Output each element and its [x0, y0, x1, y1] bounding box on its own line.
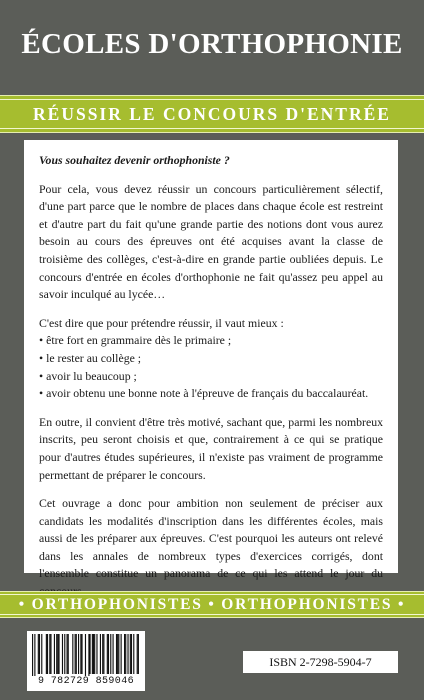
- barcode-bar: [102, 634, 103, 674]
- barcode-bar: [94, 634, 95, 674]
- barcode-bar: [92, 634, 93, 674]
- barcode-bar: [93, 634, 94, 674]
- barcode-bar: [130, 634, 131, 674]
- barcode-bar: [72, 634, 73, 674]
- barcode-bar: [108, 634, 109, 674]
- blurb-paragraph-3: En outre, il convient d'être très motivé, sachant que, parmi les nombreux inscrits, peu seront choisis et que, contrairement à ce qui se pratique pour d'autres études supérieures, il n'existe pas vraiment de programme permettant de préparer le concours.: [39, 414, 383, 482]
- barcode-bar: [64, 634, 65, 674]
- barcode-bar: [76, 634, 77, 674]
- blurb-panel: [24, 140, 398, 581]
- subtitle-band: [0, 95, 424, 133]
- list-item: • être fort en grammaire dès le primaire ;: [39, 333, 232, 348]
- barcode-bar: [47, 634, 48, 674]
- barcode-bar: [131, 634, 132, 674]
- barcode-bar: [127, 634, 128, 674]
- barcode-bar: [124, 634, 125, 674]
- barcode-bar: [116, 634, 117, 674]
- barcode-bar: [62, 634, 63, 674]
- barcode-bar: [50, 634, 51, 674]
- barcode-bar: [75, 634, 76, 674]
- series-band: [0, 591, 424, 618]
- blurb-text: [39, 152, 383, 612]
- barcode-digits: 9 782729 859046: [37, 676, 134, 687]
- barcode-bar: [56, 634, 57, 674]
- barcode-bar: [107, 634, 108, 674]
- list-item: • avoir lu beaucoup ;: [39, 368, 137, 383]
- barcode-bar: [125, 634, 126, 674]
- barcode-bar: [80, 634, 81, 674]
- barcode-bar: [58, 634, 59, 674]
- list-item: • avoir obtenu une bonne note à l'épreuve de français du baccalauréat.: [39, 386, 369, 401]
- barcode-bar: [41, 634, 42, 674]
- barcode-bar: [103, 634, 104, 674]
- barcode-bar: [110, 634, 111, 674]
- barcode-bar: [113, 634, 114, 674]
- barcode-bar: [39, 634, 40, 674]
- barcode-bar: [49, 634, 50, 674]
- isbn-number: ISBN 2-7298-5904-7: [269, 654, 372, 669]
- barcode-bar: [90, 634, 91, 674]
- barcode-bar: [138, 634, 139, 674]
- barcode-bar: [46, 634, 47, 674]
- barcode-bar: [88, 634, 89, 676]
- barcode: [27, 631, 145, 691]
- book-title: ÉCOLES D'ORTHOPHONIE: [21, 28, 403, 60]
- blurb-paragraph-4: Cet ouvrage a donc pour ambition non seulement de préciser aux candidats les modalités d'inscription dans les différentes écoles, mais aussi de les préparer aux épreuves. C'est pourquoi les auteurs ont relevé dans les annales de nombreux types d'exercices corrigés, dont l'ensemble constitue un panorama de ce qui les attend le jour du: [39, 496, 383, 581]
- barcode-bar: [34, 634, 35, 676]
- barcode-bar: [54, 634, 55, 674]
- barcode-bar: [117, 634, 118, 674]
- list-item: • le rester au collège ;: [39, 350, 142, 365]
- barcode-bar: [85, 634, 86, 676]
- series-text: • ORTHOPHONISTES • ORTHOPHONISTES •: [0, 594, 424, 615]
- barcode-bar: [78, 634, 79, 674]
- barcode-bar: [81, 634, 82, 674]
- barcode-bar: [121, 634, 122, 674]
- barcode-bar: [32, 634, 33, 676]
- blurb-intro: Vous souhaitez devenir orthophoniste ?: [39, 153, 230, 167]
- barcode-bar: [67, 634, 68, 674]
- barcode-bar: [38, 634, 39, 674]
- barcode-bar: [96, 634, 97, 674]
- blurb-paragraph-1: Pour cela, vous devez réussir un concours particulièrement sélectif, d'une part parce que le nombre de places dans chaque école est restreint et d'autre part du fait qu'une grande partie des notions dont vous aurez besoin au cours des épreuves ont été acquises avant la classe de troisième des collèges, c'est-à-dire en grande partie oubliées depuis. Le concours d'entrée en écoles d'orthophonie ne fait qu'assez peu appel au savoir inculqué au lycée…: [39, 181, 383, 302]
- barcode-bar: [57, 634, 58, 674]
- barcode-bar: [100, 634, 101, 674]
- blurb-paragraph-2: C'est dire que pour prétendre réussir, il vaut mieux :: [39, 315, 284, 330]
- subtitle: RÉUSSIR LE CONCOURS D'ENTRÉE: [0, 99, 424, 129]
- isbn-label-box: [243, 651, 398, 673]
- barcode-bar: [68, 634, 69, 674]
- barcode-bar: [137, 634, 138, 674]
- barcode-bars: [32, 634, 140, 676]
- barcode-bar: [133, 634, 134, 674]
- requirements-list: [39, 332, 383, 402]
- barcode-bar: [118, 634, 119, 674]
